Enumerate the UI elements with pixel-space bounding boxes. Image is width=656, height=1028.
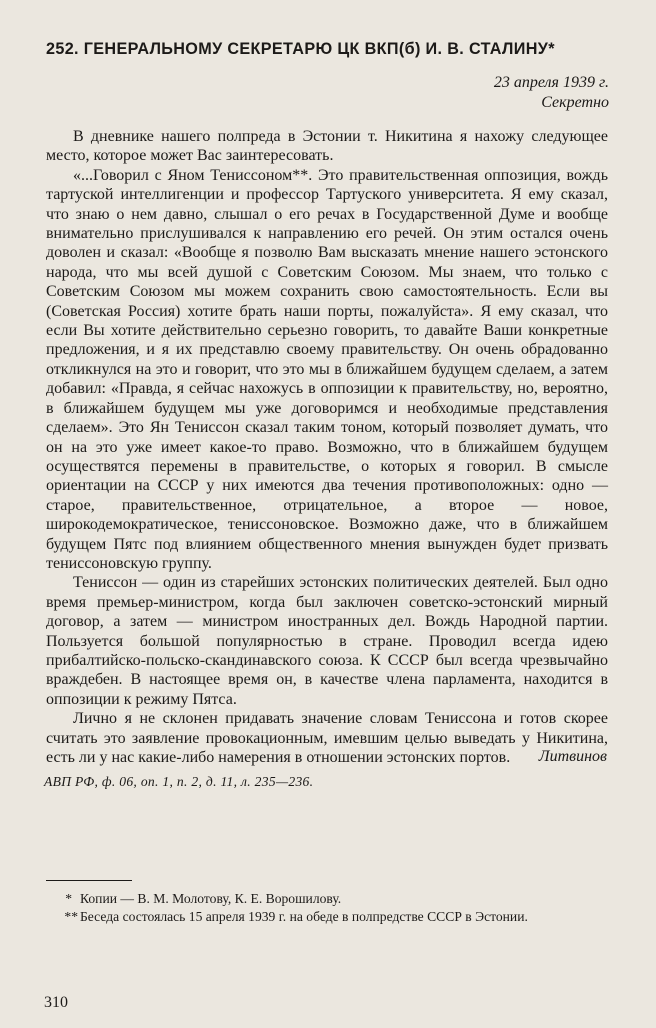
signature: Литвинов bbox=[538, 748, 607, 765]
letter-body bbox=[46, 127, 608, 767]
page-number: 310 bbox=[44, 994, 68, 1011]
footnote-mark: ** bbox=[64, 909, 78, 924]
paragraph: Лично я не склонен придавать значение словам Тениссона и готов скорее считать это заявление провокационным, имевшим целью выведать у Никитина, есть ли у нас какие-либо намерения в отношении эстонских портов. bbox=[46, 710, 608, 766]
document-heading: 252. ГЕНЕРАЛЬНОМУ СЕКРЕТАРЮ ЦК ВКП(б) И. В. СТАЛИНУ* bbox=[46, 40, 555, 58]
paragraph: В дневнике нашего полпреда в Эстонии т. Никитина я нахожу следующее место, которое может Вас заинтересовать. bbox=[46, 128, 608, 165]
footnote-mark: * bbox=[65, 891, 72, 906]
footnotes bbox=[46, 890, 610, 926]
footnote-text: Копии — В. М. Молотову, К. Е. Ворошилову. bbox=[80, 891, 342, 906]
document-date: 23 апреля 1939 г. bbox=[493, 74, 609, 91]
footnote bbox=[46, 908, 610, 926]
footnote-divider bbox=[46, 880, 132, 881]
footnote bbox=[46, 890, 610, 908]
classification-mark: Секретно bbox=[541, 94, 609, 111]
paragraph: «...Говорил с Яном Тениссоном**. Это правительственная оппозиция, вождь тартуской интеллигенции и профессор Тартуского университета. Я ему сказал, что знаю о нем давно, слышал о его речах в Государственной Думе и вообще внимательно прислушивался к направлению его речей. Он этим остался очень доволен и сказал: «Вообще я позволю Вам высказать мнение нашего эстонского народа, что мы всей душой с Советским Союзом. Мы знаем, что только с Советским Союзом мы можем сохранить свою самостоятельность. Если вы (Советская Россия) хотите брать наши порты, пожалуйста». Я ему сказал, что если Вы хотите действительно серьезно говорить, то давайте Ваши конкретные предложения, и я их представлю своему правительству. Он очень обрадованно откликнулся на это и говорит, что это мы в ближайшем будущем сделаем, а затем добавил: «Правда, я сейчас нахожусь в оппозиции к правительству, но, вероятно, в ближайшем будущем мы уже договоримся и необходимые представления сделаем». Это Ян Тениссон сказал таким тоном, который позволяет думать, что он на это уже имеет какое-то право. Возможно, что в ближайшем будущем осуществятся перемены в правительстве, о которых я говорил. В смысле ориентации на СССР у них имеются два течения противоположных: одно — старое, правительственное, отрицательное, а второе — новое, широкодемократическое, тениссоновское. Возможно даже, что в ближайшем будущем Пятс под влиянием общественного мнения вынужден будет призвать тениссоновскую группу. bbox=[46, 166, 608, 572]
paragraph: Тениссон — один из старейших эстонских политических деятелей. Был одно время премьер-министром, когда был заключен советско-эстонский мирный договор, а затем — министром иностранных дел. Вождь Народной партии. Пользуется большой популярностью в стране. Проводил всегда идею прибалтийско-польско-скандинавского союза. К СССР был всегда чрезвычайно враждебен. В настоящее время он, в качестве члена парламента, находится в оппозиции к режиму Пятса. bbox=[46, 574, 608, 708]
footnote-text: Беседа состоялась 15 апреля 1939 г. на обеде в полпредстве СССР в Эстонии. bbox=[80, 909, 528, 924]
archive-reference: АВП РФ, ф. 06, оп. 1, п. 2, д. 11, л. 235—236. bbox=[44, 774, 314, 789]
